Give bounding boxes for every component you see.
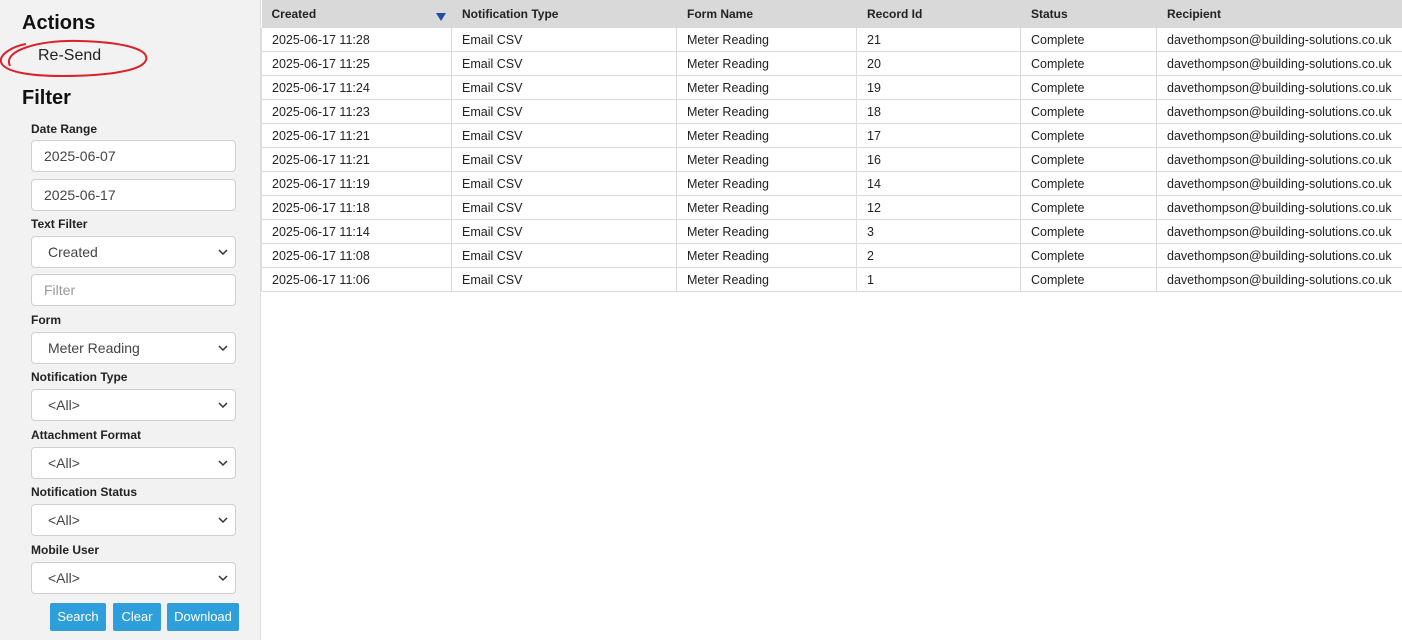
recipient-cell: davethompson@building-solutions.co.uk bbox=[1157, 220, 1402, 244]
notification-type-cell: Email CSV bbox=[452, 220, 677, 244]
chevron-down-icon bbox=[217, 343, 229, 353]
form-name-cell: Meter Reading bbox=[677, 196, 857, 220]
created-cell: 2025-06-17 11:21 bbox=[262, 148, 452, 172]
record-id-cell: 3 bbox=[857, 220, 1021, 244]
form-name-cell: Meter Reading bbox=[677, 124, 857, 148]
form-name-cell: Meter Reading bbox=[677, 268, 857, 292]
recipient-cell: davethompson@building-solutions.co.uk bbox=[1157, 244, 1402, 268]
form-name-cell: Meter Reading bbox=[677, 76, 857, 100]
resend-highlight bbox=[0, 36, 150, 78]
chevron-down-icon bbox=[217, 458, 229, 468]
record-id-cell: 12 bbox=[857, 196, 1021, 220]
column-header-notification-type[interactable]: Notification Type bbox=[452, 0, 677, 28]
notification-status-select[interactable] bbox=[31, 504, 236, 536]
sort-descending-icon[interactable] bbox=[435, 12, 447, 22]
notification-type-cell: Email CSV bbox=[452, 196, 677, 220]
record-id-cell: 19 bbox=[857, 76, 1021, 100]
notification-type-cell: Email CSV bbox=[452, 244, 677, 268]
column-header-label: Created bbox=[271, 7, 317, 21]
attachment-format-label: Attachment Format bbox=[31, 428, 142, 442]
recipient-cell: davethompson@building-solutions.co.uk bbox=[1157, 148, 1402, 172]
notification-type-value: <All> bbox=[48, 397, 80, 413]
date-range-label: Date Range bbox=[31, 122, 98, 136]
status-cell: Complete bbox=[1021, 196, 1157, 220]
created-cell: 2025-06-17 11:24 bbox=[262, 76, 452, 100]
chevron-down-icon bbox=[217, 515, 229, 525]
record-id-cell: 14 bbox=[857, 172, 1021, 196]
created-cell: 2025-06-17 11:18 bbox=[262, 196, 452, 220]
status-cell: Complete bbox=[1021, 172, 1157, 196]
notification-type-label: Notification Type bbox=[31, 370, 128, 384]
actions-heading: Actions bbox=[22, 12, 96, 34]
status-cell: Complete bbox=[1021, 52, 1157, 76]
status-cell: Complete bbox=[1021, 220, 1157, 244]
recipient-cell: davethompson@building-solutions.co.uk bbox=[1157, 124, 1402, 148]
column-header-form-name[interactable]: Form Name bbox=[677, 0, 857, 28]
notifications-table bbox=[261, 0, 1402, 292]
notification-type-cell: Email CSV bbox=[452, 172, 677, 196]
text-filter-field-select[interactable] bbox=[31, 236, 236, 268]
record-id-cell: 16 bbox=[857, 148, 1021, 172]
created-cell: 2025-06-17 11:06 bbox=[262, 268, 452, 292]
created-cell: 2025-06-17 11:08 bbox=[262, 244, 452, 268]
clear-button[interactable]: Clear bbox=[113, 603, 161, 631]
notification-type-cell: Email CSV bbox=[452, 148, 677, 172]
notification-type-select[interactable] bbox=[31, 389, 236, 421]
table-row[interactable] bbox=[262, 268, 1402, 292]
record-id-cell: 20 bbox=[857, 52, 1021, 76]
notification-type-cell: Email CSV bbox=[452, 76, 677, 100]
recipient-cell: davethompson@building-solutions.co.uk bbox=[1157, 76, 1402, 100]
notification-status-value: <All> bbox=[48, 512, 80, 528]
table-row[interactable] bbox=[262, 76, 1402, 100]
attachment-format-select[interactable] bbox=[31, 447, 236, 479]
form-label: Form bbox=[31, 313, 61, 327]
text-filter-label: Text Filter bbox=[31, 217, 88, 231]
chevron-down-icon bbox=[217, 247, 229, 257]
mobile-user-value: <All> bbox=[48, 570, 80, 586]
mobile-user-select[interactable] bbox=[31, 562, 236, 594]
created-cell: 2025-06-17 11:23 bbox=[262, 100, 452, 124]
form-name-cell: Meter Reading bbox=[677, 172, 857, 196]
attachment-format-value: <All> bbox=[48, 455, 80, 471]
notification-status-label: Notification Status bbox=[31, 485, 138, 499]
form-select[interactable] bbox=[31, 332, 236, 364]
record-id-cell: 1 bbox=[857, 268, 1021, 292]
mobile-user-label: Mobile User bbox=[31, 543, 100, 557]
column-header-status[interactable]: Status bbox=[1021, 0, 1157, 28]
table-row[interactable] bbox=[262, 124, 1402, 148]
status-cell: Complete bbox=[1021, 124, 1157, 148]
table-header-row bbox=[262, 0, 1402, 28]
resend-button[interactable]: Re-Send bbox=[38, 47, 102, 64]
status-cell: Complete bbox=[1021, 148, 1157, 172]
recipient-cell: davethompson@building-solutions.co.uk bbox=[1157, 172, 1402, 196]
recipient-cell: davethompson@building-solutions.co.uk bbox=[1157, 100, 1402, 124]
table-row[interactable] bbox=[262, 220, 1402, 244]
notification-type-cell: Email CSV bbox=[452, 100, 677, 124]
status-cell: Complete bbox=[1021, 244, 1157, 268]
status-cell: Complete bbox=[1021, 28, 1157, 52]
date-from-input[interactable]: 2025-06-07 bbox=[31, 140, 236, 172]
notification-type-cell: Email CSV bbox=[452, 28, 677, 52]
created-cell: 2025-06-17 11:25 bbox=[262, 52, 452, 76]
filter-heading: Filter bbox=[22, 87, 71, 109]
created-cell: 2025-06-17 11:19 bbox=[262, 172, 452, 196]
notification-type-cell: Email CSV bbox=[452, 124, 677, 148]
recipient-cell: davethompson@building-solutions.co.uk bbox=[1157, 52, 1402, 76]
table-row[interactable] bbox=[262, 196, 1402, 220]
created-cell: 2025-06-17 11:28 bbox=[262, 28, 452, 52]
created-cell: 2025-06-17 11:21 bbox=[262, 124, 452, 148]
chevron-down-icon bbox=[217, 573, 229, 583]
notification-type-cell: Email CSV bbox=[452, 268, 677, 292]
form-name-cell: Meter Reading bbox=[677, 52, 857, 76]
form-name-cell: Meter Reading bbox=[677, 220, 857, 244]
status-cell: Complete bbox=[1021, 76, 1157, 100]
form-name-cell: Meter Reading bbox=[677, 28, 857, 52]
status-cell: Complete bbox=[1021, 100, 1157, 124]
table-row[interactable] bbox=[262, 148, 1402, 172]
form-name-cell: Meter Reading bbox=[677, 148, 857, 172]
created-cell: 2025-06-17 11:14 bbox=[262, 220, 452, 244]
column-header-record-id[interactable]: Record Id bbox=[857, 0, 1021, 28]
form-name-cell: Meter Reading bbox=[677, 100, 857, 124]
notification-type-cell: Email CSV bbox=[452, 52, 677, 76]
search-button[interactable]: Search bbox=[50, 603, 106, 631]
table-row[interactable] bbox=[262, 172, 1402, 196]
form-name-cell: Meter Reading bbox=[677, 244, 857, 268]
record-id-cell: 17 bbox=[857, 124, 1021, 148]
column-header-recipient[interactable]: Recipient bbox=[1157, 0, 1402, 28]
download-button[interactable]: Download bbox=[167, 603, 239, 631]
record-id-cell: 18 bbox=[857, 100, 1021, 124]
table-row[interactable] bbox=[262, 28, 1402, 52]
recipient-cell: davethompson@building-solutions.co.uk bbox=[1157, 196, 1402, 220]
recipient-cell: davethompson@building-solutions.co.uk bbox=[1157, 268, 1402, 292]
date-to-input[interactable]: 2025-06-17 bbox=[31, 179, 236, 211]
record-id-cell: 2 bbox=[857, 244, 1021, 268]
table-row[interactable] bbox=[262, 52, 1402, 76]
text-filter-field-value: Created bbox=[48, 244, 98, 260]
sidebar bbox=[0, 0, 261, 640]
status-cell: Complete bbox=[1021, 268, 1157, 292]
filter-input[interactable]: Filter bbox=[31, 274, 236, 306]
recipient-cell: davethompson@building-solutions.co.uk bbox=[1157, 28, 1402, 52]
table-row[interactable] bbox=[262, 100, 1402, 124]
record-id-cell: 21 bbox=[857, 28, 1021, 52]
column-header-created[interactable] bbox=[262, 0, 452, 28]
table-row[interactable] bbox=[262, 244, 1402, 268]
chevron-down-icon bbox=[217, 400, 229, 410]
form-select-value: Meter Reading bbox=[48, 340, 140, 356]
